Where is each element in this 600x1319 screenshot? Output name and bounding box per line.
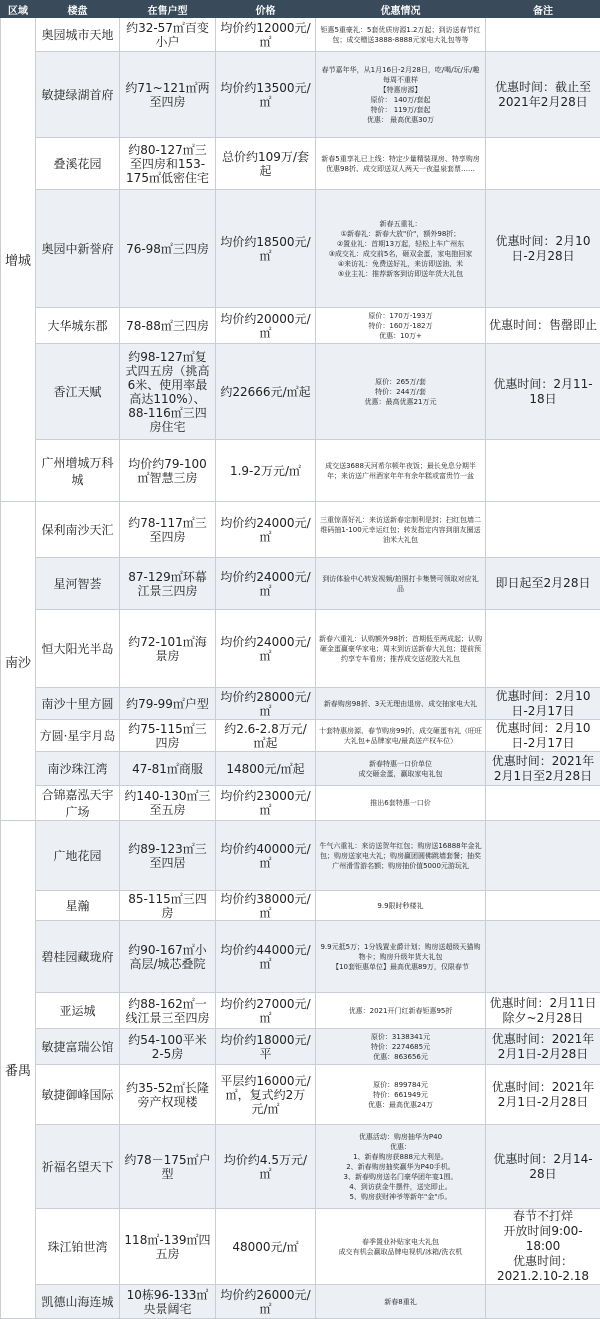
property-name: 叠溪花园: [36, 138, 120, 190]
header-region: 区域: [1, 1, 36, 18]
offer: 新春六重礼：认购额外98折；首期低至两成起；认购砸金蛋赢豪华家电；周末到访送新春大礼包；提前预约享专车看房；推荐成交送花胶大礼包: [316, 610, 486, 688]
unit-type: 约78-117㎡三至四房: [120, 502, 216, 558]
unit-type: 约71~121㎡两至四房: [120, 52, 216, 138]
note: [486, 18, 600, 52]
header-name: 楼盘: [36, 1, 120, 18]
price: 均价约40000元/㎡: [216, 821, 316, 891]
property-name: 合锦嘉泓天宇广场: [36, 786, 120, 821]
property-name: 保利南沙天汇: [36, 502, 120, 558]
table-row: [1, 786, 600, 821]
price: 均价约27000元/㎡: [216, 993, 316, 1029]
table-row: [1, 190, 600, 308]
unit-type: 约140-130㎡三至五房: [120, 786, 216, 821]
offer: 9.9限时秒楼礼: [316, 891, 486, 921]
note: [486, 786, 600, 821]
note: [486, 821, 600, 891]
unit-type: 47-81㎡商服: [120, 752, 216, 786]
note: [486, 138, 600, 190]
property-name: 碧桂园藏珑府: [36, 921, 120, 993]
table-row: [1, 138, 600, 190]
table-row: [1, 502, 600, 558]
offer: 钜惠5重豪礼：5套优质房源1.2万起；到访送春节红包；成交赠送3888-8888元家电大礼包等等: [316, 18, 486, 52]
price: 均价约4.5万元/㎡: [216, 1125, 316, 1209]
note: 即日起至2月28日: [486, 558, 600, 610]
property-name: 祈福名望天下: [36, 1125, 120, 1209]
offer: 牛气六重礼：来访送贺年红包；购房送16888年金礼包；购房送家电大礼；购房赢团圆佛跳墙套餐；抽奖广州滑雪游名额；购房抽价值5000元游玩礼: [316, 821, 486, 891]
offer: 推出6套特惠一口价: [316, 786, 486, 821]
property-name: 敏捷绿湖首府: [36, 52, 120, 138]
property-name: 大华城东郡: [36, 308, 120, 344]
unit-type: 约79-99㎡户型: [120, 688, 216, 720]
price: 均价约18000元/平: [216, 1029, 316, 1065]
unit-type: 85-115㎡三四房: [120, 891, 216, 921]
table-row: [1, 821, 600, 891]
unit-type: 76-98㎡三四房: [120, 190, 216, 308]
region-zengcheng: 增城: [1, 18, 36, 502]
header-price: 价格: [216, 1, 316, 18]
offer: 新春8重礼: [316, 1285, 486, 1319]
table-row: [1, 891, 600, 921]
table-row: [1, 18, 600, 52]
note: 优惠时间：2月14-28日: [486, 1125, 600, 1209]
property-name: 南沙十里方圆: [36, 688, 120, 720]
table-row: [1, 921, 600, 993]
note: 优惠时间：售罄即止: [486, 308, 600, 344]
note: [486, 610, 600, 688]
price: 均价约44000元/㎡: [216, 921, 316, 993]
unit-type: 约98-127㎡复式四五房（挑高6米、使用率最高达110%）、88-116㎡三四房住宅: [120, 344, 216, 440]
price: 均价约18500元/㎡: [216, 190, 316, 308]
note: 优惠时间：2月11日除夕~2月28日: [486, 993, 600, 1029]
note: [486, 440, 600, 502]
price: 均价约38000元/㎡: [216, 891, 316, 921]
offer: 新春特惠一口价单位 成交砸金蛋，赢取家电礼包: [316, 752, 486, 786]
price: 均价约24000元/㎡: [216, 558, 316, 610]
price: 平层约16000元/㎡，复式约2万元/㎡: [216, 1065, 316, 1125]
price: 均价约20000元/㎡: [216, 308, 316, 344]
property-name: 广州增城万科城: [36, 440, 120, 502]
price: 均价约26000元/㎡: [216, 1285, 316, 1319]
note: [486, 891, 600, 921]
price: 均价约23000元/㎡: [216, 786, 316, 821]
region-panyu: 番禺: [1, 821, 36, 1319]
unit-type: 约80-127㎡三至四房和153-175㎡低密住宅: [120, 138, 216, 190]
header-type: 在售户型: [120, 1, 216, 18]
table-row: [1, 752, 600, 786]
price: 14800元/㎡起: [216, 752, 316, 786]
unit-type: 约32-57㎡百变小户: [120, 18, 216, 52]
property-name: 方圆·星宇月岛: [36, 720, 120, 752]
offer: 原价：265万/套 特价：244万/套 优惠：最高优惠21万元: [316, 344, 486, 440]
region-nansha: 南沙: [1, 502, 36, 821]
offer: 三重惊喜好礼：来访送新春定制利是封；扫红包墙二维码抽1-100元幸运红包；转发指定内容到朋友圈送油米大礼包: [316, 502, 486, 558]
unit-type: 78-88㎡三四房: [120, 308, 216, 344]
offer: 新春5重享礼已上线：特定少量精装现房、特享购房优惠98折、成交即送双人两天一夜温泉套票……: [316, 138, 486, 190]
offer: 新春购房98折、3天无理由退房、成交抽家电大礼: [316, 688, 486, 720]
price: 均价约13500元/㎡: [216, 52, 316, 138]
offer: 十套特惠房源、春节购房99折、成交砸蛋有礼（旺旺大礼包+品牌家电/最高送产权车位）: [316, 720, 486, 752]
property-name: 敏捷富瑞公馆: [36, 1029, 120, 1065]
price: 均价约24000元/㎡: [216, 610, 316, 688]
property-name: 香江天赋: [36, 344, 120, 440]
note: 优惠时间：2021年2月1日-2月28日: [486, 1029, 600, 1065]
header-offer: 优惠情况: [316, 1, 486, 18]
unit-type: 87-129㎡环幕江景三四房: [120, 558, 216, 610]
offer: 春节嘉年华，从1月16日-2月28日，吃/喝/玩/乐/趣每周不重样 【特惠房源】 原价： 140万/套起 特价： 119万/套起 优惠： 最高优惠30万: [316, 52, 486, 138]
offer: 9.9元抵5万；1分钱置业爵计划；购房送超级天猫购物卡；购房升级年货大礼包 【10套钜惠单位】最高优惠89万，仅限春节: [316, 921, 486, 993]
price: 总价约109万/套起: [216, 138, 316, 190]
price: 约2.6-2.8万元/㎡起: [216, 720, 316, 752]
table-row: [1, 1209, 600, 1285]
table-row: [1, 344, 600, 440]
table-row: [1, 688, 600, 720]
unit-type: 约90-167㎡小高层/城芯叠院: [120, 921, 216, 993]
note: [486, 1285, 600, 1319]
price: 均价约24000元/㎡: [216, 502, 316, 558]
offer: 原价：170万-193万 特价：160万-182万 优惠：10万+: [316, 308, 486, 344]
note: 优惠时间：2月10日-2月17日: [486, 688, 600, 720]
price: 均价约12000元/㎡: [216, 18, 316, 52]
note: 优惠时间：2月10日-2月17日: [486, 720, 600, 752]
unit-type: 约75-115㎡三四房: [120, 720, 216, 752]
table-row: [1, 1065, 600, 1125]
unit-type: 约54-100平米2-5房: [120, 1029, 216, 1065]
property-name: 恒大阳光半岛: [36, 610, 120, 688]
table-row: [1, 1125, 600, 1209]
unit-type: 约88-162㎡一线江景三至四房: [120, 993, 216, 1029]
offer: 优惠活动：购房抽华为P40 优惠： 1、新春购房获888元大利是。 2、新春购房抽奖赢华为P40手机。 3、新春购房送名门豪华团年宴1围。 4、到访获金牛摆件，送完即止。 5、购房获财神爷等新年"金"币。: [316, 1125, 486, 1209]
note: 优惠时间：2月10日-2月28日: [486, 190, 600, 308]
unit-type: 约72-101㎡海景房: [120, 610, 216, 688]
price: 48000元/㎡: [216, 1209, 316, 1285]
note: 春节不打烊 开放时间9:00-18:00 优惠时间： 2021.2.10-2.18: [486, 1209, 600, 1285]
property-name: 星瀚: [36, 891, 120, 921]
property-name: 奥园城市天地: [36, 18, 120, 52]
header-note: 备注: [486, 1, 600, 18]
table-row: [1, 1285, 600, 1319]
table-row: [1, 558, 600, 610]
note: [486, 921, 600, 993]
unit-type: 约89-123㎡三至四居: [120, 821, 216, 891]
price: 1.9-2万元/㎡: [216, 440, 316, 502]
property-name: 珠江铂世湾: [36, 1209, 120, 1285]
table-row: [1, 308, 600, 344]
table-row: [1, 1029, 600, 1065]
unit-type: 10栋96-133㎡央景阔宅: [120, 1285, 216, 1319]
header-row: [1, 1, 600, 18]
unit-type: 约35-52㎡长隆旁产权现楼: [120, 1065, 216, 1125]
price: 约22666元/㎡起: [216, 344, 316, 440]
property-name: 敏捷御峰国际: [36, 1065, 120, 1125]
unit-type: 均价约79-100㎡智慧三房: [120, 440, 216, 502]
unit-type: 约78－175㎡户型: [120, 1125, 216, 1209]
table-row: [1, 720, 600, 752]
unit-type: 118㎡-139㎡四五房: [120, 1209, 216, 1285]
note: 优惠时间：2021年2月1日至2月28日: [486, 752, 600, 786]
note: 优惠时间：截止至2021年2月28日: [486, 52, 600, 138]
offer: 原价：899784元 特价：661949元 优惠：最高优惠24万: [316, 1065, 486, 1125]
table-row: [1, 440, 600, 502]
note: 优惠时间：2021年2月1日-2月28日: [486, 1065, 600, 1125]
note: [486, 502, 600, 558]
offer: 到访体验中心转发视频/拍照打卡集赞可领取对应礼品: [316, 558, 486, 610]
offer: 新春五重礼： ①新春礼：新春大放"价"，额外98折； ②置业礼：首期13万起，轻松上车广州东 ③成交礼：成交前5名，砸双金蛋，家电抱回家 ④来访礼：免费送好礼，来访即送油、米 ⑤业主礼：推荐新客到访即送年货大礼包: [316, 190, 486, 308]
offer: 原价：3138341元 特价：2274685元 优惠：863656元: [316, 1029, 486, 1065]
offer: 春季置业补贴家电大礼包 成交有机会赢取品牌电视机/冰箱/洗衣机: [316, 1209, 486, 1285]
note: 优惠时间：2月11-18日: [486, 344, 600, 440]
table-row: [1, 610, 600, 688]
offer: 成交送3688天河希尔顿年夜饭；最长免息分期半年；来访送广州酒家年年有余年糕或富贵竹一盆: [316, 440, 486, 502]
property-name: 亚运城: [36, 993, 120, 1029]
table-row: [1, 993, 600, 1029]
offer: 优惠：2021开门红新春钜惠95折: [316, 993, 486, 1029]
property-name: 星河智荟: [36, 558, 120, 610]
table-row: [1, 52, 600, 138]
property-name: 南沙珠江湾: [36, 752, 120, 786]
property-name: 奥园中新誉府: [36, 190, 120, 308]
property-name: 凯德山海连城: [36, 1285, 120, 1319]
price: 均价约28000元/㎡: [216, 688, 316, 720]
property-name: 广地花园: [36, 821, 120, 891]
